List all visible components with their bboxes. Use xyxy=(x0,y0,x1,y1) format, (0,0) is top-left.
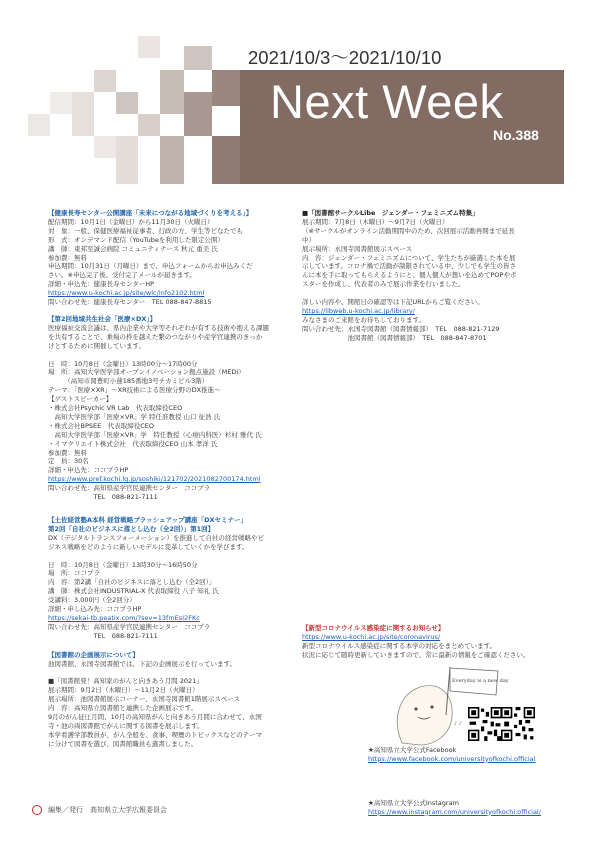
peatix-link[interactable]: https://sekai-tb.peatix.com/?sev=13fmEsI2FKc xyxy=(48,613,200,622)
text-line: ジネス戦略をどのように新しいモデルに変革していくかを学びます。 xyxy=(48,542,249,551)
text-line: DX（デジタルトランスフォーメーション）を推進して自社の経営戦略やビ xyxy=(48,533,264,542)
text-line: 展示期間：9月2日（木曜日）～11月2日（火曜日） xyxy=(48,686,199,695)
illustration-sign: ♪ ♪ xyxy=(454,721,462,727)
text-line: 高知大学医学部「医療×VR」学 特任教授（心療内科医）杉村 雅代 氏 xyxy=(48,430,262,439)
right-column xyxy=(302,209,562,343)
text-line: 申込期間：10月31日（月曜日）まで、申込フォームからお申込みくだ xyxy=(48,262,253,271)
text-line: （※サークルがオンライン活動期間中のため、次回展示活動再開まで延長 xyxy=(302,226,515,235)
text-line: ・株式会社Psychic VR Lab 代表取締役CEO xyxy=(48,404,183,413)
text-line: 状況に応じて随時更新していきますので、常に最新の情報をご確認ください。 xyxy=(302,650,530,659)
text-line: 講 師：株式会社INDUSTRIAL-X 代表取締役 八子 知礼 氏 xyxy=(48,587,219,596)
university-logo-icon xyxy=(32,805,42,815)
instagram-label: ★高知県立大学公式Instagram xyxy=(368,799,459,807)
text-line: スターを作成し、代表者のみで展示作業を行いました。 xyxy=(302,280,465,289)
section-title-dx-seminar-2: 第2回「自社のビジネスに落とし込む（全2回）」第1回】 xyxy=(48,524,215,533)
contact-line: 池図書館（図書情報部） TEL 088-847-8701 xyxy=(302,333,487,342)
text-line: 対 象：一般、保健医療福祉従事者、行政の方、学生等どなたでも xyxy=(48,226,243,235)
facebook-block xyxy=(368,746,535,763)
facebook-qr-code[interactable] xyxy=(468,707,502,741)
text-line: 詳細・申込先：健康長寿センターHP xyxy=(48,280,155,289)
text-line: 示しています。コロナ禍で活動が制限されている中、少しでも学生の皆さ xyxy=(302,262,516,271)
text-line: ・株式会社BPSEE 代表取締役CEO xyxy=(48,421,154,430)
contact-line: TEL 088-821-7111 xyxy=(48,631,158,640)
text-line: さい。※申込完了後、受付完了メールが届きます。 xyxy=(48,271,196,280)
text-line: 新型コロナウイルス感染症に関する本学の対応をまとめています。 xyxy=(302,641,497,650)
text-line: 講 師：東邦至誠会病院 コミュニティナース 秋元 重美 氏 xyxy=(48,244,218,253)
text-line xyxy=(48,552,298,561)
contact-line: 問い合わせ先：永国寺図書館（図書情報部） TEL 088-821-7129 xyxy=(302,324,500,333)
text-line: んに本を手に取ってもらえるようにと、個人個人が想いを込めてPOPやポ xyxy=(302,271,517,280)
section-title-library-exhibit: 【図書館の企画展示について】 xyxy=(48,650,139,659)
contact-line: 問い合わせ先：高知県産学官民連携センター ココプラ xyxy=(48,484,211,493)
contact-line: 問い合わせ先：健康長寿センター TEL 088-847-8815 xyxy=(48,298,212,307)
text-line: 9月のがん征圧月間、10月の高知県がんと向きあう月間に合わせて、永国 xyxy=(48,713,262,722)
text-line: 寺・池の両図書館でがんに関する図書を展示します。 xyxy=(48,721,204,730)
text-line: 池図書館、永国寺図書館では、下記の企画展示を行っています。 xyxy=(48,659,236,668)
text-line: 展示期間：7月8日（木曜日）～9月7日（火曜日） xyxy=(302,217,449,226)
text-line: 受講料：3,000円（全2回分） xyxy=(48,596,136,605)
health-center-link[interactable]: https://www.u-kochi.ac.jp/site/wlc/info2102.html xyxy=(48,289,205,298)
text-line: を共有することで、乗場の枠を越えた繋のつながりや産学官連携のきっか xyxy=(48,332,263,341)
text-line: 日 時：10月8日（金曜日）13時00分～17時00分 xyxy=(48,359,198,368)
text-line: 中） xyxy=(302,235,315,244)
contact-line: 問い合わせ先：高知県産学官民連携センター ココプラ xyxy=(48,622,211,631)
text-line: 配信期間：10月1日（金曜日）から11月30日（火曜日） xyxy=(48,217,214,226)
text-line: 参加費：無料 xyxy=(48,253,87,262)
section-title-libe: ■「図書館サークルLibe ジェンダー・フェミニズム特集」 xyxy=(302,209,479,217)
text-line: 形 式：オンデマンド配信（YouTubeを利用した限定公開） xyxy=(48,235,224,244)
cocopla-link[interactable]: https://www.pref.kochi.lg.jp/soshiki/121702/2021082700174.html xyxy=(48,475,261,484)
footer-publisher: 編集／発行 高知県立大学広報委員会 xyxy=(48,806,167,814)
instagram-link[interactable]: https://www.instagram.com/universityofkochi.official/ xyxy=(368,807,541,816)
text-line: テーマ：「医療×XR」～XR技術による医療分野のDX推進～ xyxy=(48,386,221,395)
text-line: に分けて図書を選び、図書館職員も選書しました。 xyxy=(48,739,198,748)
library-link[interactable]: https://libweb.u-kochi.ac.jp/library/ xyxy=(302,306,415,315)
section-title-dx-seminar: 【土佐経営塾A本科 経営戦略ブラッシュアップ講座「DXセミナー」 xyxy=(48,516,247,524)
text-line: 定 員：30名 xyxy=(48,457,89,466)
text-line: 本学看護学部教員が、がん全般を、食事、喫煙のトピックスなどのテーマ xyxy=(48,730,263,739)
section-title-health: 【健康長寿センター公開講座「未来につながる地域づくりを考える」】 xyxy=(48,209,253,217)
text-line: 展示場所：池図書館展示コーナー、永国寺図書館1階展示スペース xyxy=(48,695,241,704)
covid-notice xyxy=(302,624,562,660)
instagram-block xyxy=(368,799,541,816)
text-line: 内 容：第2講「自社のビジネスに落とし込む（全2回）」 xyxy=(48,578,216,587)
text-line: けとするために開催しています。 xyxy=(48,341,145,350)
text-line: 内 容：高知県立図書館と連携した企画展示です。 xyxy=(48,704,197,713)
contact-line: TEL 088-821-7111 xyxy=(48,493,158,502)
facebook-link[interactable]: https://www.facebook.com/universityofkochi.official xyxy=(368,754,536,763)
instagram-qr-code[interactable] xyxy=(501,707,535,741)
text-line: 【ゲストスピーカー】 xyxy=(48,395,113,404)
text-line: ・イマクリエイト株式会社 代表取締役CEO 山本 孝洋 氏 xyxy=(48,439,218,448)
issue-number: No.388 xyxy=(493,127,539,143)
date-range: 2021/10/3～2021/10/10 xyxy=(248,47,442,68)
page-title: Next Week xyxy=(270,75,504,128)
text-line xyxy=(302,289,562,298)
text-line: 高知大学医学部「医療×VR」学 特任准教授 山口 征浩 氏 xyxy=(48,412,221,421)
text-line: ■「図書館発！高知家のがんと向きあう月間 2021」 xyxy=(48,677,203,686)
text-line: 場 所：高知大学医学部オープンイノベーション拠点施設（MEDi） xyxy=(48,368,245,377)
section-title-dx-medical: 【第2回地域共生社会「医療×DX」】 xyxy=(48,314,157,323)
text-line: 日 時：10月8日（金曜日）13時30分～16時50分 xyxy=(48,560,198,569)
text-line: 医療福祉交流会議は、県内企業や大学等それぞれが有する技術や抱える課題 xyxy=(48,323,269,332)
text-line: 内 容：ジェンダー・フェミニズムについて、学生たちが厳選した本を展 xyxy=(302,253,516,262)
text-line: 詳細・申込先：ココプラHP xyxy=(48,466,129,475)
text-line: 展示場所：永国寺図書館展示スペース xyxy=(302,244,413,253)
text-line: （高知市岡豊町小蓮185番地3号チカミビル3階） xyxy=(48,377,209,386)
text-line: みなさまのご来館をお待ちしております。 xyxy=(302,315,425,324)
header-mosaic xyxy=(28,36,240,184)
text-line: 場 所：ココプラ xyxy=(48,569,100,578)
text-line: 詳しい内容や、開館日の確認等は下記URLからご覧ください。 xyxy=(302,298,484,307)
text-line xyxy=(48,351,298,360)
facebook-label: ★高知県立大学公式Facebook xyxy=(368,746,457,754)
text-line: 参加費：無料 xyxy=(48,448,87,457)
text-line: 詳細・申し込み先：ココプラHP xyxy=(48,605,142,614)
flag-text: Everyday is a new day xyxy=(452,678,509,684)
left-column xyxy=(48,209,298,749)
section-title-covid: 【新型コロナウイルス感染症に関するお知らせ】 xyxy=(302,624,445,632)
covid-link[interactable]: https://www.u-kochi.ac.jp/site/coronavirus/ xyxy=(302,632,441,641)
